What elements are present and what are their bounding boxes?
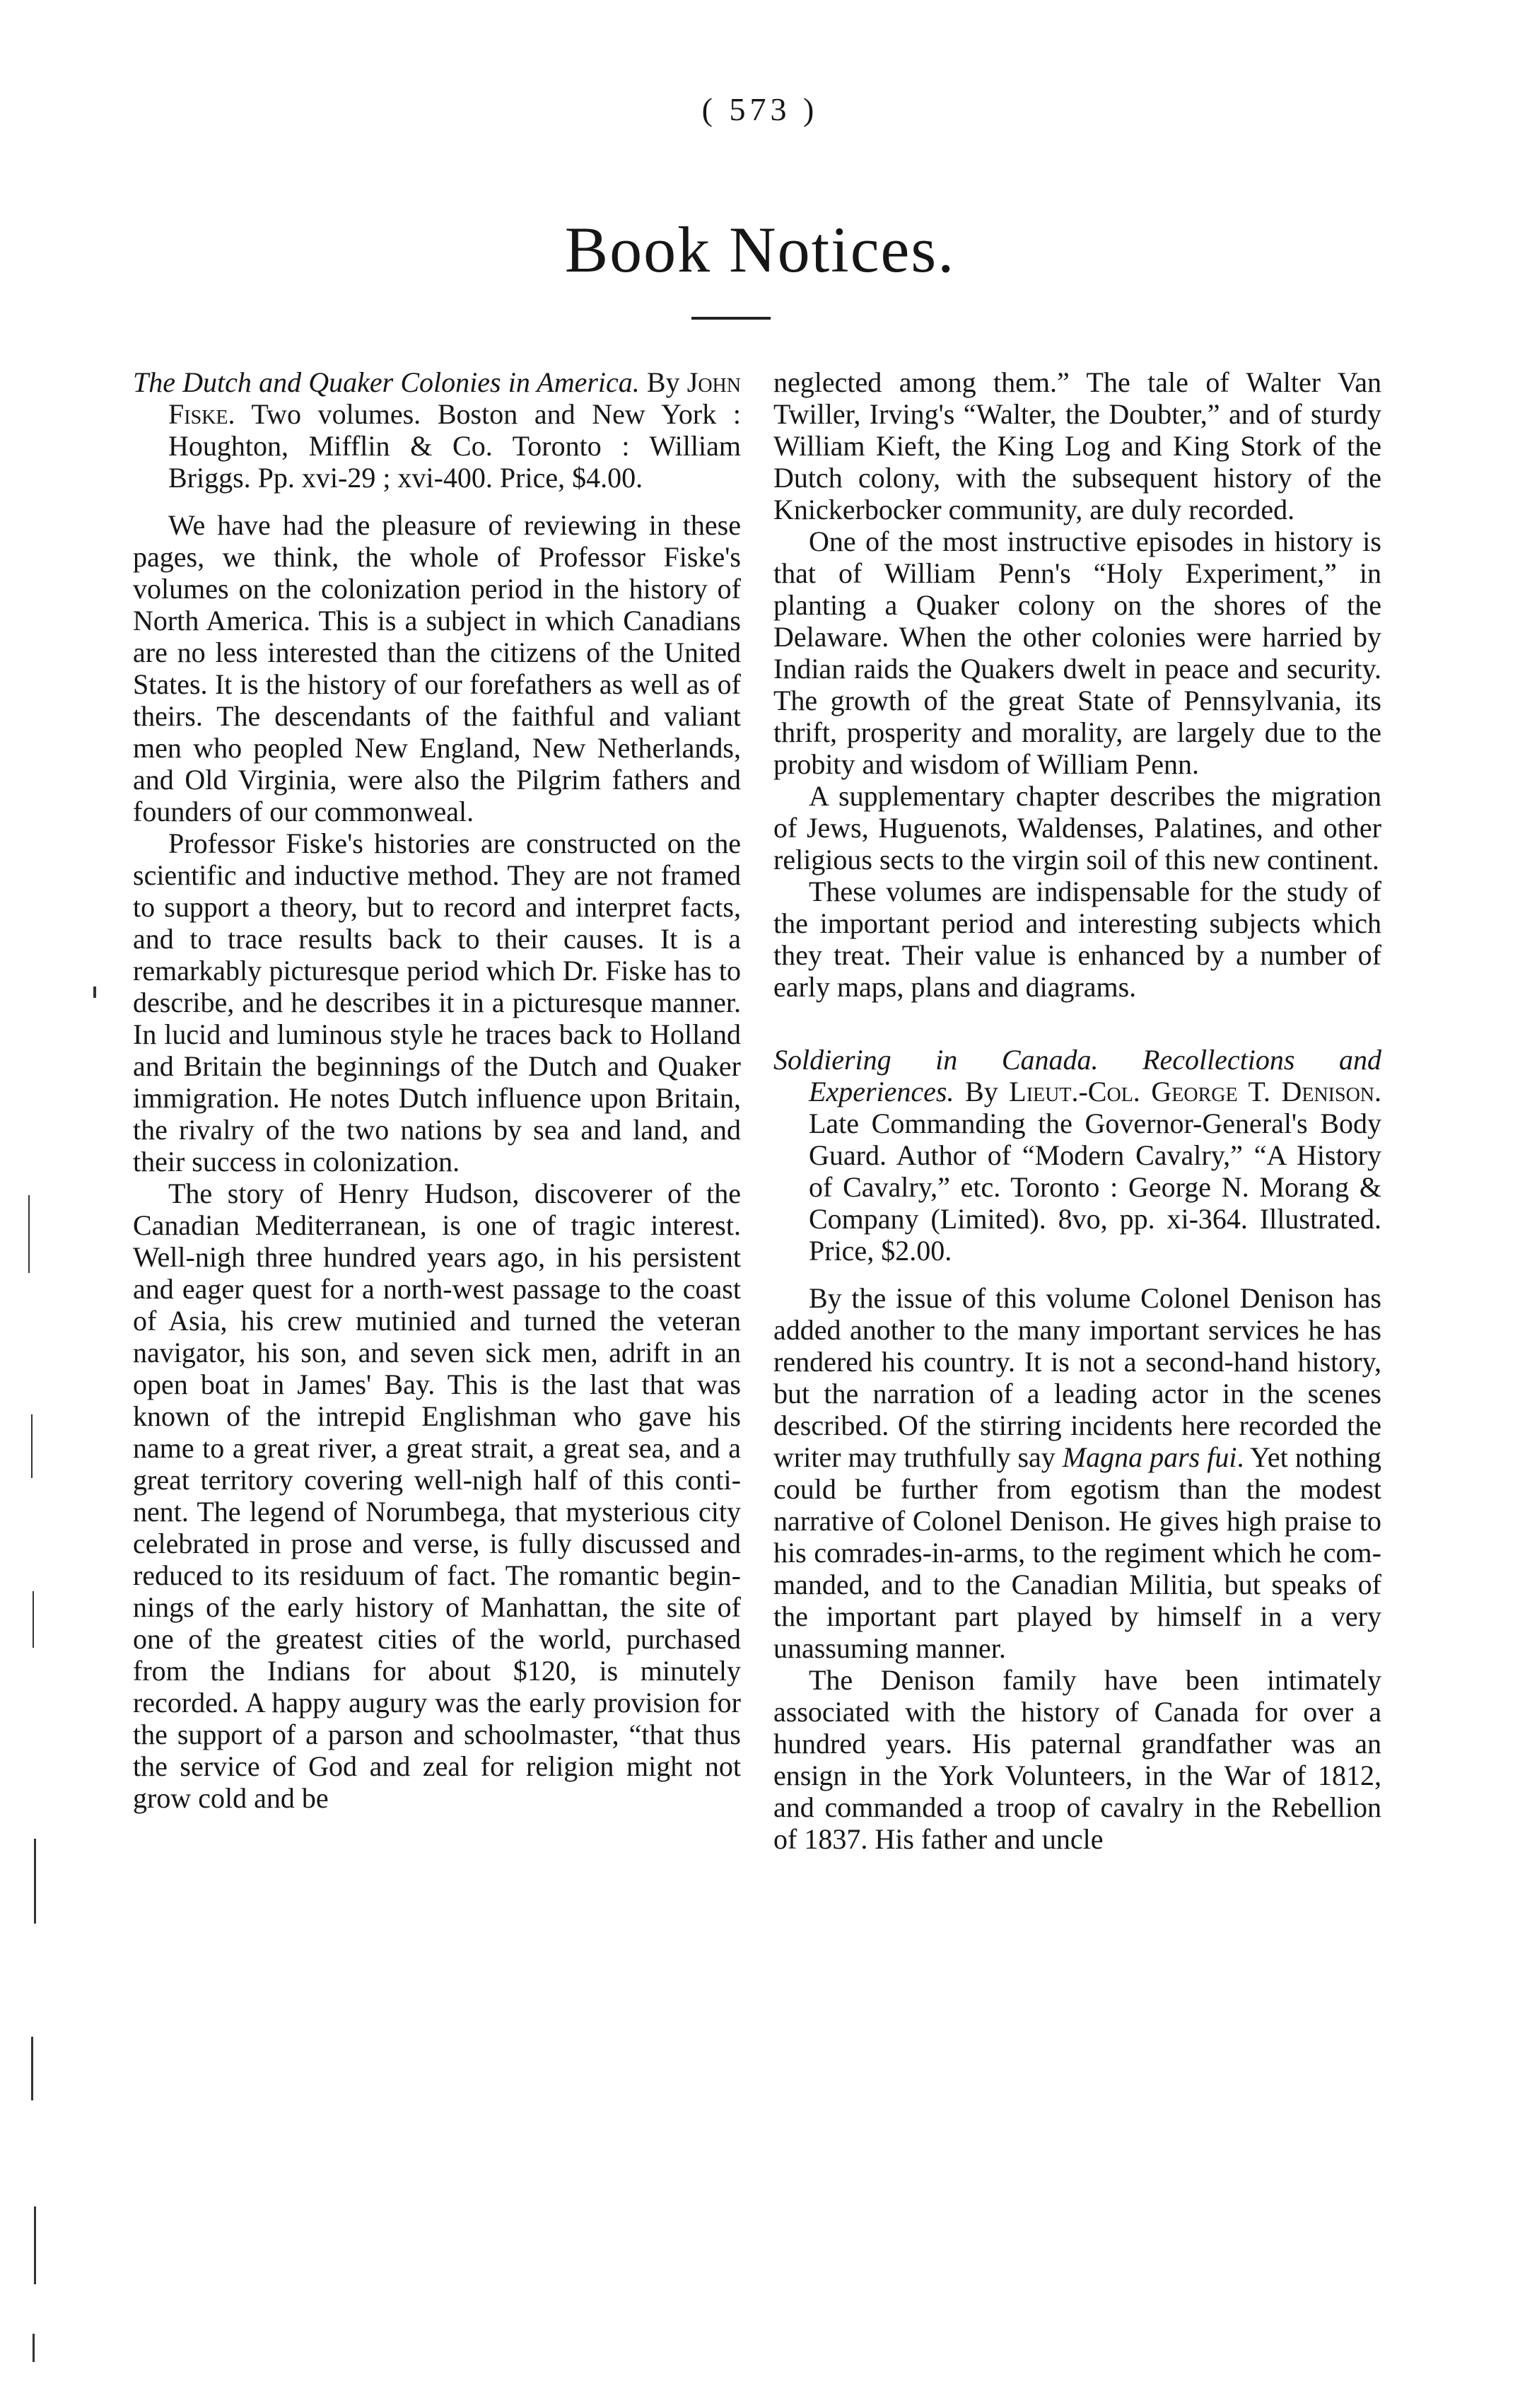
text-run: By the issue of this volume Colonel Denison has added another to the many important services he has rendered his country. It is not a second-hand history, but the narration of a leading actor in the scenes described. Of the stirring incidents here recorded the writer may truthfully say — [773, 1282, 1381, 1473]
book-title: Soldiering in Canada. Recollections and Experiences. — [773, 1044, 1381, 1107]
margin-mark — [31, 2037, 33, 2100]
section-title: Book Notices. — [564, 214, 956, 286]
margin-mark — [31, 1414, 33, 1478]
right-column — [773, 366, 1381, 1855]
review-header — [773, 1044, 1381, 1267]
publication-details: . Two volumes. Boston and New York : Houghton, Mifflin & Co. Toronto : William Briggs. Pp. xvi-29 ; xvi-400. Price, $4.00. — [168, 398, 741, 494]
review-header — [133, 366, 741, 494]
paragraph-continued: neglected among them.” The tale of Walter Van Twiller, Irving's “Walter, the Doubter,” and of sturdy William Kieft, the King Log and King Stork of the Dutch colony, with the subsequent history of the Knickerbocker community, are duly recorded. — [773, 366, 1381, 525]
margin-mark — [93, 987, 96, 998]
paragraph: Professor Fiske's histories are constructed on the scientific and inductive method. They are not framed to support a theory, but to record and interpret facts, and to trace results back to their causes. It is a remarkably picturesque period which Dr. Fiske has to describe, and he describes it in a picturesque manner. In lucid and luminous style he traces back to Holland and Britain the beginnings of the Dutch and Quaker immigration. He notes Dutch influence upon Britain, the rivalry of the two nations by sea and land, and their success in colonization. — [133, 827, 741, 1177]
paragraph: One of the most instructive episodes in history is that of William Penn's “Holy Experiment,” in planting a Quaker colony on the shores of the Delaware. When the other colonies were harried by Indian raids the Quakers dwelt in peace and security. The growth of the great State of Pennsylvania, its thrift, prosperity and morality, are largely due to the probity and wisdom of William Penn. — [773, 525, 1381, 780]
paragraph: We have had the pleasure of reviewing in these pages, we think, the whole of Professor Fiske's volumes on the colonization period in the history of North America. This is a subject in which Canadians are no less interested than the citizens of the United States. It is the history of our forefathers as well as of theirs. The descendants of the faithful and valiant men who peopled New England, New Netherlands, and Old Virginia, were also the Pilgrim fathers and founders of our commonweal. — [133, 509, 741, 827]
paragraph: A supplementary chapter describes the migration of Jews, Huguenots, Waldenses, Palatines, and other religious sects to the virgin soil of this new continent. — [773, 780, 1381, 876]
title-rule — [691, 317, 771, 320]
paragraph — [773, 1282, 1381, 1664]
margin-mark — [34, 2206, 36, 2284]
margin-mark — [33, 2334, 35, 2362]
page-number: ( 573 ) — [701, 91, 819, 127]
margin-mark — [33, 1591, 34, 1648]
by-label: By — [965, 1076, 998, 1107]
left-column — [133, 366, 741, 1814]
book-title: The Dutch and Quaker Colonies in America. — [133, 366, 640, 398]
publication-details: . Late Commanding the Governor-General's Body Guard. Author of “Modern Cavalry,” “A History of Cavalry,” etc. Toronto : George N. Morang & Company (Limited). 8vo, pp. xi-364. Illustrated. Price, $2.00. — [809, 1076, 1382, 1267]
text-run: . Yet nothing could be further from egotism than the modest narrative of Colonel Denison. He gives high praise to his comrades-in-arms, to the regiment which he commanded, and to the Canadian Militia, but speaks of the important part played by himself in a very unassuming manner. — [773, 1441, 1381, 1664]
paragraph: The story of Henry Hudson, discoverer of the Canadian Mediterranean, is one of tragic interest. Well-nigh three hundred years ago, in his persistent and eager quest for a north-west passage to the coast of Asia, his crew mutinied and turned the veteran navigator, his son, and seven sick men, adrift in an open boat in James' Bay. This is the last that was known of the intrepid Englishman who gave his name to a great river, a great strait, a great sea, and a great territory covering well-nigh half of this continent. The legend of Norumbega, that mysterious city celebrated in prose and verse, is fully discussed and reduced to its residuum of fact. The romantic beginnings of the early history of Manhattan, the site of one of the greatest cities of the world, purchased from the Indians for about $120, is minutely recorded. A happy augury was the early provision for the support of a parson and schoolmaster, “that thus the service of God and zeal for religion might not grow cold and be — [133, 1177, 741, 1814]
author-name: Lieut.-Col. George T. Denison — [1009, 1076, 1375, 1107]
paragraph: The Denison family have been intimately associated with the history of Canada for over a hundred years. His paternal grandfather was an ensign in the York Volunteers, in the War of 1812, and commanded a troop of cavalry in the Rebellion of 1837. His father and uncle — [773, 1664, 1381, 1855]
paragraph: These volumes are indispensable for the study of the important period and interesting subjects which they treat. Their value is enhanced by a number of early maps, plans and diagrams. — [773, 876, 1381, 1003]
margin-mark — [34, 1839, 36, 1924]
margin-mark — [28, 1195, 30, 1273]
latin-phrase: Magna pars fui — [1062, 1441, 1237, 1473]
author-name: John Fiske — [168, 366, 741, 430]
by-label: By — [646, 366, 680, 398]
